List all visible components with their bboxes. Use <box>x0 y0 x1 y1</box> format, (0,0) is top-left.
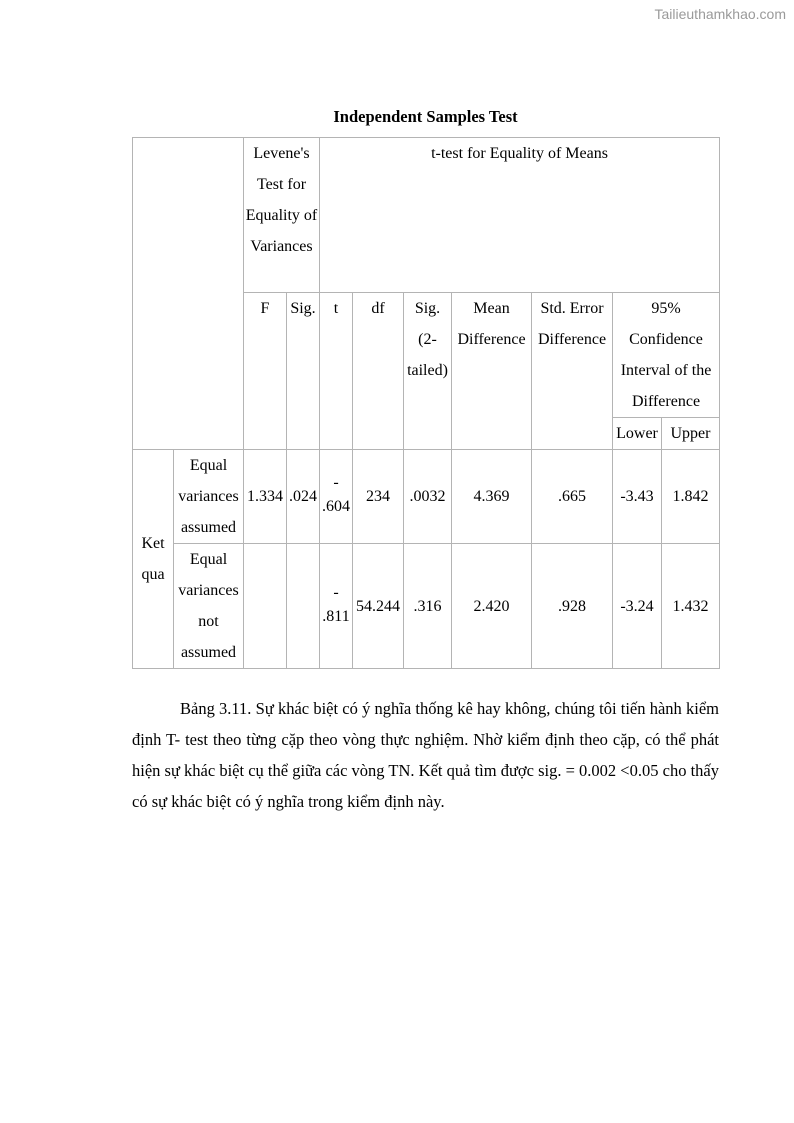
body-paragraph: Bảng 3.11. Sự khác biệt có ý nghĩa thống kê hay không, chúng tôi tiến hành kiểm định T- test theo từng cặp theo vòng thực nghiệm. Nhờ kiểm định theo cặp, có thể phát hiện sự khác biệt cụ thể giữa các vòng TN. Kết quả tìm được sig. = 0.002 <0.05 cho thấy có sự khác biệt có ý nghĩa trong kiểm định này. <box>132 699 719 811</box>
col-sig2-header: Sig. (2-tailed) <box>404 293 452 450</box>
cell-t-sign: - <box>333 474 339 491</box>
cell-upper: 1.842 <box>662 450 720 544</box>
independent-samples-test-table <box>132 137 720 669</box>
table-row <box>133 450 720 544</box>
cell-lower: -3.24 <box>613 544 662 669</box>
col-sig-header: Sig. <box>287 293 320 450</box>
cell-t-value: .811 <box>322 607 350 625</box>
col-ci-header: 95% Confidence Interval of the Difference <box>613 293 720 418</box>
col-std-err-header: Std. Error Difference <box>532 293 613 450</box>
cell-t-value: .604 <box>322 498 350 515</box>
col-df-header: df <box>353 293 404 450</box>
col-mean-diff-header: Mean Difference <box>452 293 532 450</box>
cell-df: 234 <box>353 450 404 544</box>
cell-sig2: .0032 <box>404 450 452 544</box>
row-label: Equal variances not assumed <box>174 544 244 669</box>
cell-t <box>320 544 353 669</box>
table-row <box>133 544 720 669</box>
col-f-header: F <box>244 293 287 450</box>
table-title: Independent Samples Test <box>333 107 518 126</box>
col-t-header: t <box>320 293 353 450</box>
cell-std-err: .665 <box>532 450 613 544</box>
corner-empty-cell <box>133 138 244 450</box>
ttest-header: t-test for Equality of Means <box>320 138 720 293</box>
cell-f: 1.334 <box>244 450 287 544</box>
cell-f <box>244 544 287 669</box>
cell-upper: 1.432 <box>662 544 720 669</box>
cell-df: 54.244 <box>353 544 404 669</box>
cell-mean-diff: 2.420 <box>452 544 532 669</box>
cell-t-sign: - <box>333 583 339 601</box>
col-upper-header: Upper <box>662 418 720 450</box>
levene-header: Levene's Test for Equality of Variances <box>244 138 320 293</box>
col-lower-header: Lower <box>613 418 662 450</box>
cell-sig <box>287 544 320 669</box>
cell-lower: -3.43 <box>613 450 662 544</box>
cell-t <box>320 450 353 544</box>
cell-sig: .024 <box>287 450 320 544</box>
cell-mean-diff: 4.369 <box>452 450 532 544</box>
cell-sig2: .316 <box>404 544 452 669</box>
row-label: Equal variances assumed <box>174 450 244 544</box>
row-group-label: Ket qua <box>133 450 174 669</box>
watermark: Tailieuthamkhao.com <box>654 6 786 22</box>
cell-std-err: .928 <box>532 544 613 669</box>
